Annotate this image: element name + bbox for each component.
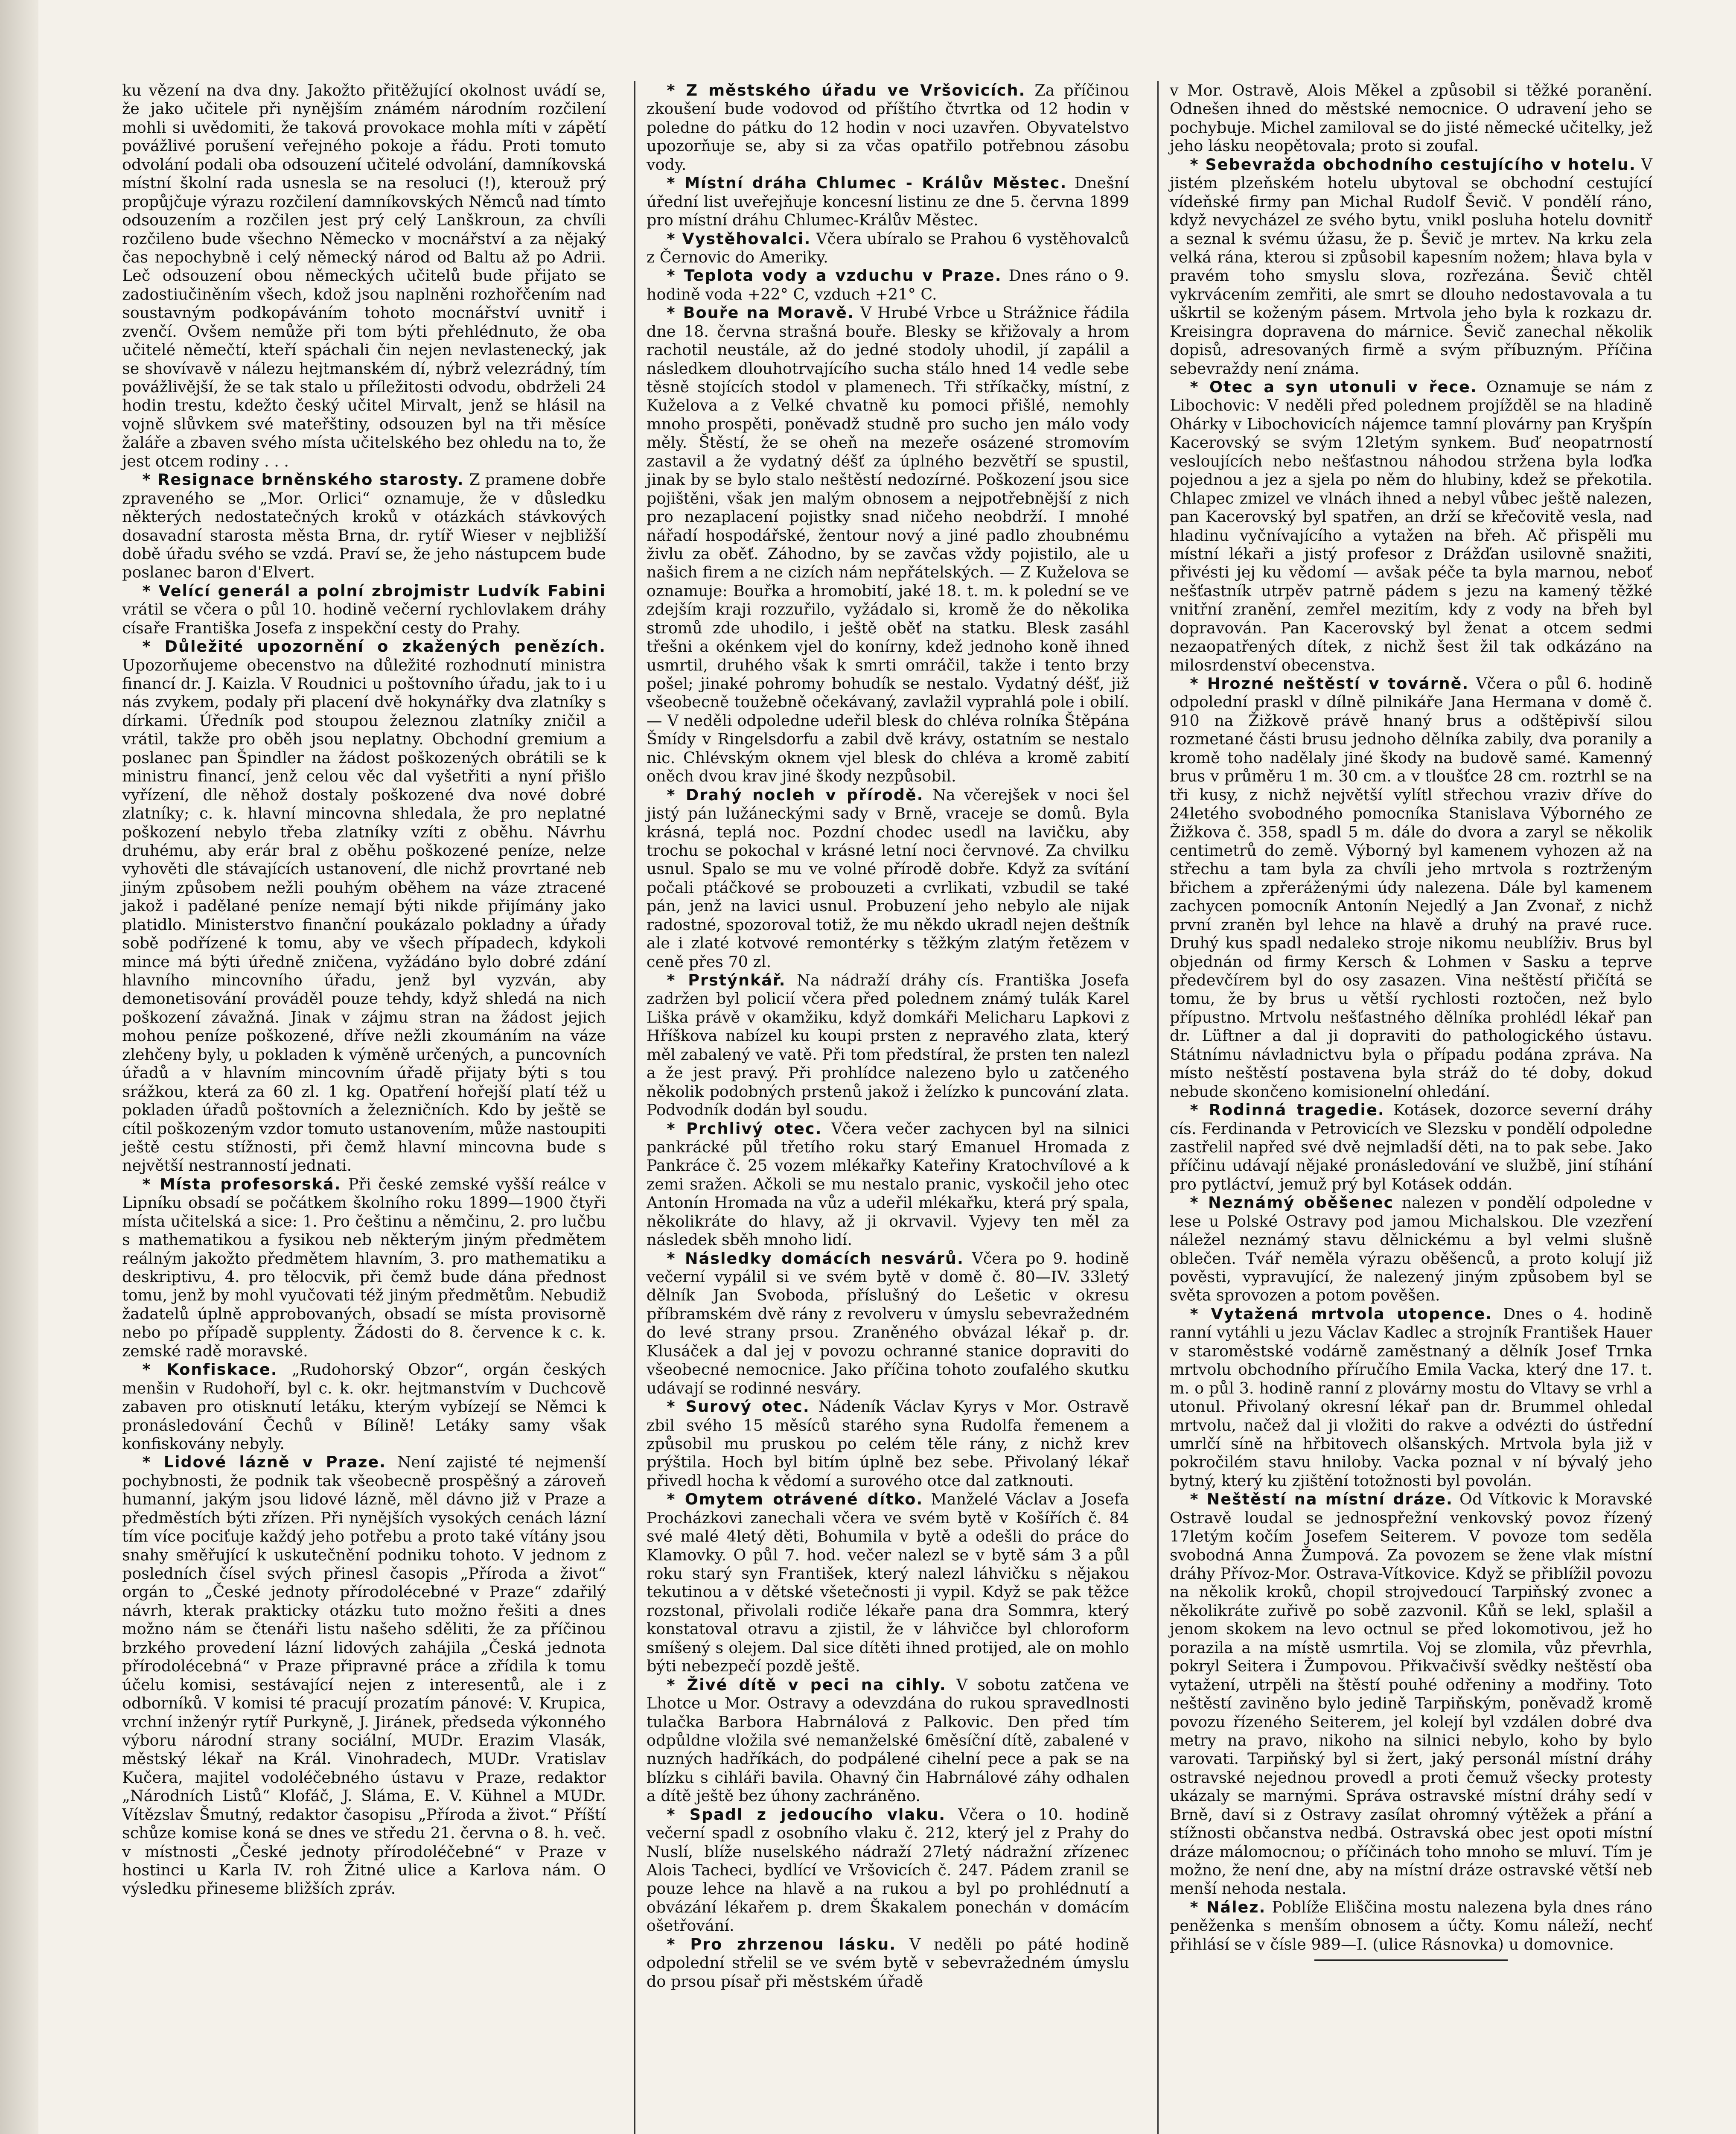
article bbox=[1170, 81, 1652, 155]
article-body: Včera ubíralo se Prahou 6 vystěhovalců z Černovic do Ameriky. bbox=[647, 229, 1129, 266]
article bbox=[122, 582, 606, 637]
text-columns bbox=[111, 81, 1663, 2134]
article-body: Dnešní úřední list uveřejňuje koncesní listinu ze dne 5. června 1899 pro místní dráhu Chlumec-Králův Městec. bbox=[647, 174, 1129, 230]
article bbox=[122, 81, 606, 470]
article-headline: * Místní dráha Chlumec - Králův Městec. bbox=[667, 174, 1067, 192]
article-body: „Rudohorský Obzor“, orgán českých menšin v Rudohoří, byl c. k. okr. hejtmanstvím v Duchcově zabaven pro otisknutí letáku, kterým vybízejí se Němci k pronásledování Čechů v Bílině! Letáky samy však konfiskovány nebyly. bbox=[122, 1360, 606, 1453]
article-headline: * Velící generál a polní zbrojmistr Ludvík Fabini bbox=[142, 581, 606, 600]
article-headline: * Sebevražda obchodního cestujícího v hotelu. bbox=[1190, 155, 1636, 174]
end-rule bbox=[1314, 1959, 1507, 1961]
article bbox=[647, 303, 1129, 785]
article bbox=[647, 1490, 1129, 1675]
article-headline: * Drahý nocleh v přírodě. bbox=[667, 785, 924, 804]
column-right bbox=[1157, 81, 1663, 2134]
article-body: nalezen v pondělí odpoledne v lese u Polské Ostravy pod jamou Michalskou. Dle vzezření náležel neznámý stavu dělnickému a byl velmi slušně oblečen. Tvář neměla výrazu oběšenců, a proto kolují již pověsti, vypravující, že nalezený jiným způsobem byl se světa sprovozen a potom pověšen. bbox=[1170, 1193, 1652, 1305]
article-body: Včera o 10. hodině večerní spadl z osobního vlaku č. 212, který jel z Prahy do Nuslí, blíže nuselského nádraží 27letý nádražní zřízenec Alois Tacheci, bydlící ve Vršovicích č. 247. Pádem zranil se pouze lehce na hlavě a na rukou a byl po prohlédnutí a obvázání lékařem p. drem Škakalem ponechán v domácím ošetřování. bbox=[647, 1805, 1129, 1935]
article-headline: * Hrozné neštěstí v továrně. bbox=[1190, 674, 1469, 693]
article-headline: * Pro zhrzenou lásku. bbox=[667, 1935, 897, 1953]
article bbox=[122, 470, 606, 582]
article-body: vrátil se včera o půl 10. hodině večerní rychlovlakem dráhy císaře Františka Josefa z inspekční cesty do Prahy. bbox=[122, 600, 606, 637]
column-middle bbox=[634, 81, 1140, 2134]
article-headline: * Teplota vody a vzduchu v Praze. bbox=[667, 266, 1002, 285]
article-body: Kotásek, dozorce severní dráhy cís. Ferdinanda v Petrovicích ve Slezsku v pondělí odpoledne zastřelil napřed své dvě nejmladší děti, na to pak sebe. Jako příčinu udávají nějaké pronásledování ve službě, jiní stíhání pro pytláctví, jemuž prý byl Kotásek oddán. bbox=[1170, 1101, 1652, 1193]
article-headline: * Lidové lázně v Praze. bbox=[142, 1453, 387, 1472]
column-left bbox=[111, 81, 617, 2134]
article-headline: * Spadl z jedoucího vlaku. bbox=[667, 1805, 946, 1824]
article-body: Z pramene dobře zpraveného se „Mor. Orlici“ oznamuje, že v důsledku některých nedostatečných kroků v otázkách stávkových dosavadní starosta města Brna, dr. rytíř Wieser v nejbližší době úřadu svého se vzdá. Praví se, že jeho nástupcem bude poslanec baron d'Elvert. bbox=[122, 470, 606, 582]
article-body: V neděli po páté hodině odpolední střelil se ve svém bytě v sebevražedném úmyslu do prsou písař při městském úřadě bbox=[647, 1935, 1129, 1991]
article-body: Nádeník Václav Kyrys v Mor. Ostravě zbil svého 15 měsíců starého syna Rudolfa řemenem a způsobil mu pruskou po celém těle rány, z nichž krev prýštila. Hoch byl bitím úplně bez sebe. Přivolaný lékař přivedl hocha k vědomí a surového otce dal zatknouti. bbox=[647, 1397, 1129, 1490]
article-headline: * Surový otec. bbox=[667, 1397, 810, 1416]
article-body: Upozorňujeme obecenstvo na důležité rozhodnutí ministra financí dr. J. Kaizla. V Roudnici u poštovního úřadu, jak to i u nás zvykem, podaly při placení dvě hokynářky dva zlatníky s dírkami. Úředník pod stoupou železnou zlatníky zničil a vrátil, takže pro oběh jsou neplatny. Obchodní gremium a poslanec pan Špindler na žádost poškozených obrátili se k ministru financí, jenž celou věc dal vyšetřiti a nyní přišlo vyřízení, dle něhož dostaly poškozené dva nové dobré zlatníky; c. k. hlavní mincovna shledala, že pro neplatné poškození nebylo třeba zlatníky vzíti z oběhu. Návrhu druhému, aby erár bral z oběhu poškozené peníze, nelze vyhověti dle stávajících ustanovení, dle nichž provrtané neb jiným způsobem nežli pouhým oběhem na váze ztracené jakož i padělané peníze nemají býti nikde přijímány jako platidlo. Ministerstvo finanční poukázalo pokladny a úřady sobě podřízené k tomu, aby ve všech případech, kdykoli mince má býti úředně zničena, vyžádáno bylo dobré zdání hlavního mincovního úřadu, jenž byl vyzván, aby demonetisování prováděl pouze tehdy, když shledá na nich poškození závažná. Jinak v zájmu stran na žádost jejich mohou peníze poškozené, dříve nežli zkoumáním na váze zlehčeny byly, u pokladen k výměně určených, a puncovních úřadů a v hlavním mincovním úřadě přijaty býti s tou srážkou, která za 60 zl. 1 kg. Opatření hořejší platí též u pokladen úřadů poštovních a železničních. Kdo by ještě se cítil poškozeným vzdor tomuto ustanovením, může nastoupiti ještě cestu stížnosti, při čemž hlavní mincovna bude s největší nestranností jednati. bbox=[122, 656, 606, 1175]
article bbox=[647, 786, 1129, 971]
article-headline: * Prstýnkář. bbox=[667, 971, 786, 989]
article-headline: * Následky domácích nesvárů. bbox=[667, 1249, 964, 1268]
article-headline: * Neštěstí na místní dráze. bbox=[1190, 1490, 1453, 1509]
article-headline: * Vystěhovalci. bbox=[667, 229, 811, 248]
article-headline: * Konfiskace. bbox=[142, 1360, 278, 1379]
article-body: ku vězení na dva dny. Jakožto přitěžující okolnost uvádí se, že jako učitele při nynějším známém národním rozčilení mohli si uvědomiti, že taková provokace mohla míti v zápětí povážlivé porušení veřejného pokoje a řádu. Proti tomuto odvolání podali oba odsouzení učitelé odvolání, damníkovská místní školní rada usnesla se na resoluci (!), kterouž prý propůjčuje výrazu rozčilení damníkovských Němců nad tímto odsouzením a rozčilen jest prý celý Lanškroun, za chvíli rozčileno bude všechno Německo v mocnářství a za nějaký čas nepochybně i celý německý národ od Baltu až po Adrii. Leč odsouzení obou německých učitelů bude přijato se zadostiučiněním všech, kdož jsou naplněni rozhořčením nad soustavným podkopáváním tohoto mocnářství uvnitř i zvenčí. Ovšem nemůže při tom býti přehlédnuto, že oba učitelé němečtí, kteří spáchali čin nejen nevlastenecký, jak se shovívavě v nálezu hejtmanském dí, nýbrž velezrádný, tím povážlivější, že se tak stalo u příležitosti odvodu, obdrželi 24 hodin trestu, kdežto český učitel Mirvalt, jenž se hlásil na vojně slůvkem své mateřštiny, odsouzen byl na tři měsíce žaláře a zbaven svého místa učitelského bez ohledu na to, že jest otcem rodiny . . . bbox=[122, 81, 606, 470]
article-headline: * Místa profesorská. bbox=[142, 1175, 341, 1193]
article bbox=[647, 971, 1129, 1119]
article-headline: * Neznámý oběšenec bbox=[1190, 1193, 1394, 1212]
article bbox=[1170, 674, 1652, 1101]
article-headline: * Z městského úřadu ve Vršovicích. bbox=[667, 81, 1026, 99]
article-headline: * Otec a syn utonuli v řece. bbox=[1190, 378, 1477, 396]
article bbox=[647, 1935, 1129, 1991]
article-body: Za příčinou zkoušení bude vodovod od příštího čtvrtka od 12 hodin v poledne do pátku do 12 hodin v noci uzavřen. Obyvatelstvo upozorňuje se, aby si za včas opatřilo potřebnou zásobu vody. bbox=[647, 81, 1129, 174]
article-body: Při české zemské vyšší reálce v Lipníku obsadí se počátkem školního roku 1899—1900 čtyři místa učitelská a sice: 1. Pro češtinu a němčinu, 2. pro lučbu s mathematikou a fysikou neb některým jiným předmětem reálným jakožto předmětem hlavním, 3. pro mathematiku a deskriptivu, 4. pro tělocvik, při čemž bude dána přednost tomu, jenž by mohl vyučovati též jiným předmětům. Nebudiž žadatelů úplně approbovaných, obsadí se místa provisorně nebo po případě supplenty. Žádosti do 8. července k c. k. zemské radě moravské. bbox=[122, 1175, 606, 1360]
article-body: Na nádraží dráhy cís. Františka Josefa zadržen byl policií včera před polednem známý tulák Karel Liška právě v okamžiku, když domkáři Melicharu Lapkovi z Hříškova nabízel ku koupi prsten z nepravého zlata, který měl zabalený ve vatě. Při tom předstíral, že prsten ten nalezl a že jest pravý. Při prohlídce nalezeno bylo u zatčeného několik podobných prstenů jakož i želízko k puncování zlata. Podvodník dodán byl soudu. bbox=[647, 971, 1129, 1119]
article-body: Od Vítkovic k Moravské Ostravě loudal se jednospřežní venkovský povoz řízený 17letým kočím Josefem Seiterem. V povoze tom seděla svobodná Anna Žumpová. Za povozem se žene vlak místní dráhy Přívoz-Mor. Ostrava-Vítkovice. Když se přiblížil povozu na několik kroků, chopil strojvedoucí Tarpiňský zvonec a několikráte zuřivě po sobě zazvonil. Kůň se lekl, splašil a jenom skokem na levo octnul se před lokomotivou, jež ho porazila a na místě usmrtila. Voj se zlomila, vůz převrhla, pokryl Seitera i Žumpovou. Přikvačivší svědky neštěstí oba vytažení, utrpěli na štěstí pouhé odřeniny a modřiny. Toto neštěstí zaviněno bylo jedině Tarpiňským, poněvadž kromě povozu řízeného Seiterem, jel kolejí byl vzdálen dobré dva metry na pravo, nikoho na silnici nebylo, koho by bylo varovati. Tarpiňský byl si žert, jaký personál místní dráhy ostravské nejednou provedl a proti čemuž všecky protesty ukázaly se marnými. Správa ostravské místní dráhy sedí v Brně, daví si z Ostravy zasílat ohromný výtěžek a přání a stížnosti občanstva nedbá. Ostravská obec jest opoti místní dráze málomocnou; o příčinách toho mnoho se mluví. Tím je možno, že není dne, aby na místní dráze ostravské větší neb menší nehoda nestala. bbox=[1170, 1490, 1652, 1898]
article bbox=[647, 266, 1129, 303]
article bbox=[647, 1397, 1129, 1490]
article-body: Dnes o 4. hodině ranní vytáhli u jezu Václav Kadlec a strojník František Hauer v staroměstské vodárně zaměstnaný a dělník Josef Trnka mrtvolu obchodního příručího Emila Vacka, který dne 17. t. m. o půl 3. hodině ranní z plovárny mostu do Vltavy se vrhl a utonul. Přivolaný okresní lékař pan dr. Brummel ohledal mrtvolu, načež dal ji vložiti do rakve a odvézti do ústřední umrlčí síně na hřbitovech olšanských. Mrtvola byla již v pokročilém stavu hniloby. Vacka poznal v ní bývalý jeho bytný, který ku zjištění totožnosti byl povolán. bbox=[1170, 1304, 1652, 1490]
article bbox=[647, 1676, 1129, 1805]
article-body: V sobotu zatčena ve Lhotce u Mor. Ostravy a odevzdána do rukou spravedlnosti tulačka Barbora Habrnálová z Palkovic. Den před tím odpůldne vložila své nemanželské 6měsíční dítě, zabalené v nuzných hadříkách, do podpálené cihelní pece a pak se na blízku s cihláři bavila. Ohavný čin Habrnálové záhy odhalen a dítě ještě bez úhony zachráněno. bbox=[647, 1675, 1129, 1805]
article-body: Není zajisté té nejmenší pochybnosti, že podnik tak všeobecně prospěšný a zároveň humanní, jakým jsou lidové lázně, měl dávno již v Praze a předměstích býti zřízen. Při nynějších vysokých cenách lázní tím více pociťuje každý jeho potřebu a proto také vítány jsou snahy směřující k uskutečnění podniku tohoto. V jednom z posledních čísel svých přinesl časopis „Příroda a život“ orgán to „České jednoty přírodolécebné v Praze“ zdařilý návrh, kterak prakticky otázku tuto možno řešiti a dnes možno nám se čtenáři listu našeho sděliti, že za příčinou brzkého provedení lázní lidových zahájila „Česká jednota přírodolécebná“ v Praze připravné práce a zřídila k tomu účelu komisi, sestávající nejen z interesentů, ale i z odborníků. V komisi té pracují prozatím pánové: V. Krupica, vrchní inženýr rytíř Purkyně, J. Jiránek, předseda výkonného výboru národní strany sociální, MUDr. Erazim Vlasák, městský lékař na Král. Vinohradech, MUDr. Vratislav Kučera, majitel vodoléčebného ústavu v Praze, redaktor „Národních Listů“ Klofáč, J. Sláma, E. V. Kühnel a MUDr. Vítězslav Šmutný, redaktor časopisu „Příroda a život.“ Příští schůze komise koná se dnes ve středu 21. června o 8. h. več. v místnosti „České jednoty přírodoléčebné“ v Praze v hostinci u Karla IV. roh Žitné ulice a Karlova nám. O výsledku přineseme bližších zpráv. bbox=[122, 1453, 606, 1898]
article bbox=[647, 1119, 1129, 1249]
article-body: V jistém plzeňském hotelu ubytoval se obchodní cestující vídeňské firmy pan Michal Rudolf Ševič. V pondělí ráno, když nevycházel ze svého bytu, vnikl posluha hotelu dovnitř a seznal k svému úžasu, že p. Ševič je mrtev. Na krku zela velká rána, kterou si způsobil kapesním nožem; hlava byla v pravém toho smyslu slova, rozřezána. Ševič chtěl vykrvácením zemřiti, ale smrt se dlouho nedostavovala a tu uškrtil se koženým pásem. Mrtvola jeho byla k rozkazu dr. Kreisingra dopravena do márnice. Ševič zanechal několik dopisů, adresovaných firmě a svým příbuzným. Příčina sebevraždy není známa. bbox=[1170, 155, 1653, 378]
article bbox=[647, 81, 1129, 174]
article bbox=[122, 637, 606, 1175]
article bbox=[1170, 1898, 1652, 1953]
article bbox=[1170, 1193, 1652, 1305]
article-body: Poblíže Eliščina mostu nalezena byla dnes ráno peněženka s menším obnosem a účty. Komu náleží, nechť přihlásí se v čísle 989—I. (ulice Rásnovka) u domovnice. bbox=[1170, 1898, 1652, 1953]
article-headline: * Resignace brněnského starosty. bbox=[142, 470, 464, 489]
article bbox=[122, 1453, 606, 1898]
article-headline: * Vytažená mrtvola utopence. bbox=[1190, 1304, 1493, 1323]
article-body: Manželé Václav a Josefa Procházkovi zanechali včera ve svém bytě v Košířích č. 84 své malé 4letý děti, Bohumila v bytě a odešli do práce do Klamovky. O půl 7. hod. večer nalezl se v bytě sám 3 a půl roku starý syn František, který nalezl láhvičku s nějakou tekutinou a v dětské všetečnosti ji vypil. Když se pak těžce rozstonal, přivolali rodiče lékaře pana dra Sommra, který konstatoval otravu a zjistil, že v láhvičce byl chloroform smíšený s olejem. Dal sice dítěti ihned protijed, ale on mohlo býti nebezpečí pozdě ještě. bbox=[647, 1490, 1129, 1676]
article-body: Včera o půl 6. hodině odpolední praskl v dílně pilnikáře Jana Hermana v domě č. 910 na Žižkově právě hnaný brus a odštěpivší silou rozmetané části brusu jednoho dělníka zabily, dva poranily a kromě toho nadělaly jiné škody na budově samé. Kamenný brus v průměru 1 m. 30 cm. a v tloušťce 28 cm. roztrhl se na tři kusy, z nichž největší vylítl střechou vraziv dříve do 24letého svobodného pomocníka Stanislava Výborného ze Žižkova č. 358, spadl 5 m. dále do dvora a zaryl se několik centimetrů do země. Výborný byl kamenem vyhozen až na střechu a tam byla za chvíli jeho mrtvola s roztrženým břichem a zpřeráženými údy nalezena. Dále byl kamenem zachycen pomocník Antonín Nejedlý a Jan Zvonař, z nichž první zraněn byl lehce na hlavě a druhý na pravé ruce. Druhý kus spadl nedaleko stroje nikomu neublíživ. Brus byl objednán od firmy Kersch & Lohmen v Sasku a teprve předevčírem byl do osy zasazen. Vina neštěstí přičítá se tomu, že by brus u větší rychlosti roztočen, než bylo přípustno. Mrtvolu nešťastného dělníka prohlédl lékař pan dr. Lüftner a dal ji dopraviti do pathologického ústavu. Státnímu návladnictvu byla o případu podána zpráva. Na místo neštěstí postavena byla stráž do té doby, dokud nebude skončeno komisionelní ohledání. bbox=[1170, 674, 1652, 1101]
article bbox=[647, 1805, 1129, 1935]
article-body: Včera večer zachycen byl na silnici pankrácké půl třetího roku starý Emanuel Hromada z Pankráce č. 25 vozem mlékařky Kateřiny Kratochvílové a k zemi sražen. Ačkoli se mu nestalo pranic, vyskočil jeho otec Antonín Hromada na vůz a udeřil mlékařku, která prý spala, několikráte do hlavy, až ji okrvavil. Vyjevy ten měl za následek sběh mnoho lidí. bbox=[647, 1119, 1130, 1249]
article bbox=[122, 1360, 606, 1453]
article-body: Na včerejšek v noci šel jistý pán lužáneckými sady v Brně, vraceje se domů. Byla krásná, teplá noc. Pozdní chodec usedl na lavičku, aby trochu se pokochal v krásné letní noci červnové. Za chvilku usnul. Spalo se mu ve volné přírodě dobře. Když za svítání počali ptáčkové se probouzeti a cvrlikati, vzbudil se také pán, jenž na lavici usnul. Probuzení jeho nebylo ale nijak radostné, spozoroval totiž, že mu někdo ukradl nejen deštník ale i zlaté kotvové remontérky s těžkým zlatým řetězem v ceně přes 70 zl. bbox=[647, 785, 1129, 971]
article-body: Oznamuje se nám z Libochovic: V neděli před polednem projížděl se na hladině Ohárky v Libochovicích nájemce tamní plovárny pan Kryšpín Kacerovský se svým 12letým synkem. Buď neopatrností vesloujících nebo nešťastnou náhodou stržena byla loďka pojednou a jez a sjela po něm do hlubiny, kdež se překotila. Chlapec zmizel ve vlnách ihned a nebyl vůbec ještě nalezen, pan Kacerovský byl spatřen, an drží se křečovitě vesla, nad hladinu vyčnívajícího a vytažen na břeh. Ač přispěli mu místní lékaři a jistý profesor z Drážďan usilovně snažiti, přivésti jej ku vědomí — avšak péče ta byla marnou, neboť nešťastník utrpěv patrně pádem s jezu na kamený těžké vnitřní zranění, zemřel mezitím, kdy z vody na břeh byl dopravován. Pan Kacerovský byl ženat a otcem sedmi nezaopatřených dítek, z nichž šest žil tak odkázáno na milosrdenství obecenstva. bbox=[1170, 378, 1653, 674]
article-body: Včera po 9. hodině večerní vypálil si ve svém bytě v domě č. 80—IV. 33letý dělník Jan Svoboda, příslušný do Lešetic v okresu příbramském dvě rány z revolveru v úmyslu sebevražedném do levé strany prsou. Zraněného obvázal lékař p. dr. Klusáček a dal jej v povozu ochranné stanice dopraviti do všeobecné nemocnice. Jako příčina tohoto zoufalého skutku udávají se rodinné nesváry. bbox=[647, 1249, 1130, 1397]
article bbox=[647, 174, 1129, 229]
article bbox=[647, 1249, 1129, 1398]
article-body: v Mor. Ostravě, Alois Měkel a způsobil si těžké poranění. Odnešen ihned do městské nemocnice. O udravení jeho se pochybuje. Michel zamiloval se do jisté německé učitelky, jež jeho lásku neopětovala; proto si zoufal. bbox=[1170, 81, 1652, 155]
article bbox=[122, 1175, 606, 1360]
article-body: Dnes ráno o 9. hodině voda +22° C, vzduch +21° C. bbox=[647, 266, 1129, 303]
article bbox=[1170, 1101, 1652, 1193]
article bbox=[1170, 155, 1652, 378]
article bbox=[647, 230, 1129, 267]
article bbox=[1170, 1490, 1652, 1898]
article-headline: * Rodinná tragedie. bbox=[1190, 1101, 1385, 1119]
article-headline: * Živé dítě v peci na cihly. bbox=[667, 1675, 947, 1694]
article-headline: * Prchlivý otec. bbox=[667, 1119, 822, 1138]
page-binding-edge bbox=[0, 0, 38, 2134]
article-headline: * Důležité upozornění o zkažených penězích. bbox=[142, 637, 606, 656]
article-body: V Hrubé Vrbce u Strážnice řádila dne 18. června strašná bouře. Blesky se křižovaly a hrom rachotil neustále, až do jedné stodoly uhodil, jí zapálil a následkem dlouhotrvajícího sucha stálo hned 14 vedle sebe těsně stojících stodol v plamenech. Tři stříkačky, místní, z Kuželova a z Velké chvatně ku pomoci přišlé, nemohly mnoho prospěti, poněvadž studně pro sucho jen málo vody měly. Štěstí, že se oheň na mezeře osázené stromovím zastavil a že vydatný déšť za úplného bezvětří se spustil, jinak by se bylo stalo neštěstí nedozírné. Poškození jsou sice pojištěni, však jen malým obnosem a nejpotřebnější z nich pro nezaplacení pojistky snad ničeho neobdrží. I mnohé nářadí hospodářské, žentour nový a jiné padlo zhoubnému živlu za oběť. Záhodno, by se zavčas vždy pojistilo, ale u našich firem a ne cizích nám nepřátelských. — Z Kuželova se oznamuje: Bouřka a hromobití, jaké 18. t. m. k polední se ve zdejším kraji rozzuřilo, vyžádalo si, kromě že do několika stromů zde uhodilo, i ještě oběť na statku. Blesk zasáhl třešni a okénkem vjel do konírny, kdež jednoho koně ihned usmrtil, druhého však k smrti omráčil, takže i tento brzy pošel; jinaké pohromy bohudík se nestalo. Vydatný déšť, již všeobecně toužebně očekávaný, zavlažil vyprahlá pole i obilí. — V neděli odpoledne udeřil blesk do chléva rolníka Štěpána Šmídy v Ringelsdorfu a zabil dvě krávy, ostatním se nestalo nic. Chlévským oknem vjel blesk do chléva a kromě zabití oněch dvou krav jiné škody nezpůsobil. bbox=[647, 303, 1129, 786]
article bbox=[1170, 378, 1652, 674]
article-headline: * Nález. bbox=[1190, 1898, 1266, 1916]
article bbox=[1170, 1305, 1652, 1490]
article-headline: * Omytem otrávené dítko. bbox=[667, 1490, 923, 1509]
article-headline: * Bouře na Moravě. bbox=[667, 303, 854, 322]
